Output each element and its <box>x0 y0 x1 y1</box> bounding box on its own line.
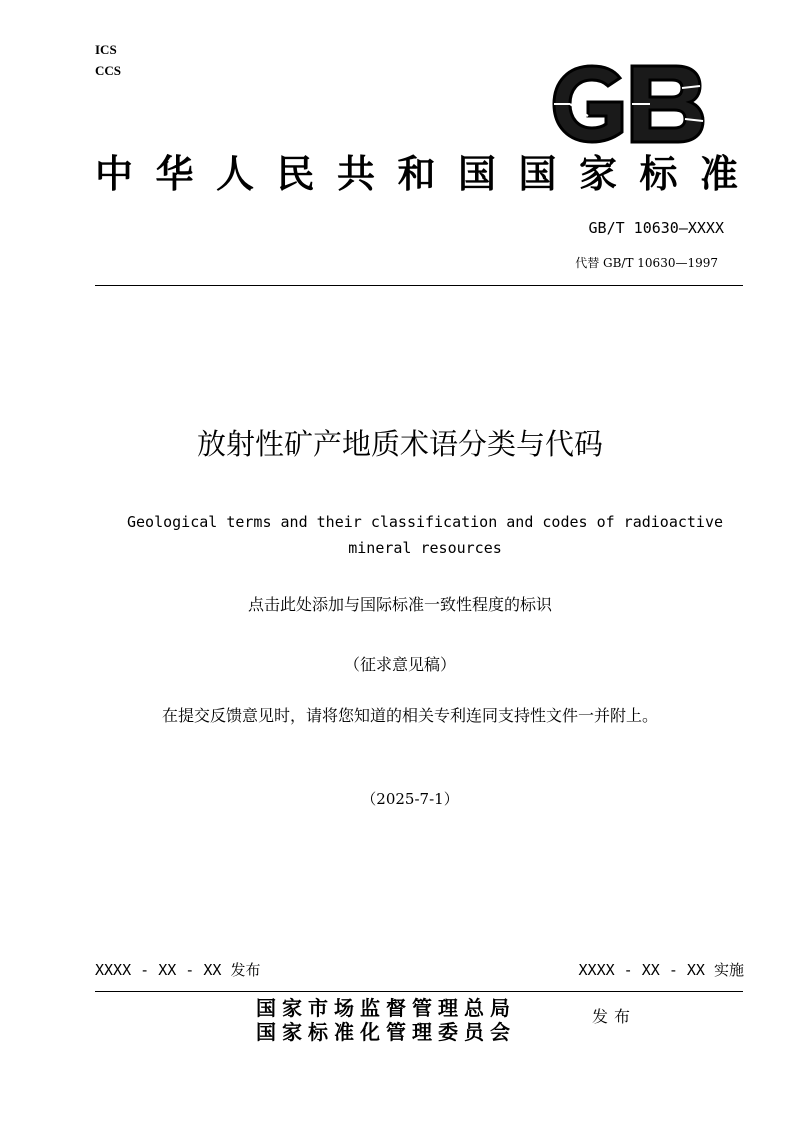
issue-label: 发布 <box>592 1007 637 1026</box>
bottom-divider <box>95 991 743 992</box>
consistency-placeholder[interactable]: 点击此处添加与国际标准一致性程度的标识 <box>247 595 552 614</box>
patent-notice: 在提交反馈意见时，请将您知道的相关专利连同支持性文件一并附上。 <box>161 706 658 725</box>
implement-date: XXXX - XX - XX 实施 <box>578 961 744 979</box>
ccs-label: CCS <box>95 63 122 78</box>
top-divider <box>95 285 743 286</box>
document-title-cn: 放射性矿产地质术语分类与代码 <box>196 427 603 461</box>
replaces-standard: 代替 GB/T 10630—1997 <box>575 256 718 270</box>
standard-number: GB/T 10630—XXXX <box>588 219 724 237</box>
ics-label: ICS <box>95 42 117 57</box>
publish-date: XXXX - XX - XX 发布 <box>95 961 261 979</box>
issuer-line-1: 国家市场监督管理总局 <box>256 996 516 1020</box>
draft-status: （征求意见稿） <box>343 655 456 674</box>
gb-logo <box>548 62 706 146</box>
document-title-en: Geological terms and their classification and codes of radioactive mineral resources <box>126 513 724 557</box>
draft-date: （2025-7-1） <box>361 790 459 808</box>
organization-title <box>95 150 761 198</box>
organization-title-text: 中华人民共和国国家标准 <box>95 151 761 196</box>
issuer-line-2: 国家标准化管理委员会 <box>256 1020 516 1044</box>
